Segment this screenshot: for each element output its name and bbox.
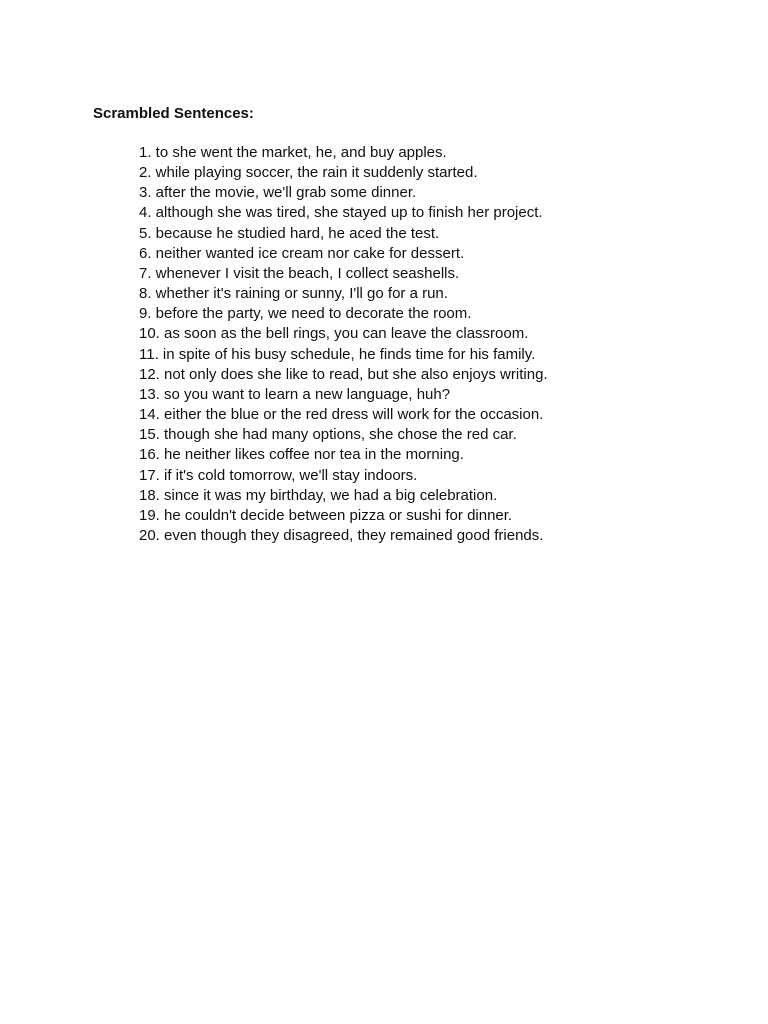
sentence-item-20: 20. even though they disagreed, they remained good friends. xyxy=(139,526,544,544)
sentence-item-8: 8. whether it's raining or sunny, I'll go for a run. xyxy=(139,285,448,303)
sentence-item-5: 5. because he studied hard, he aced the test. xyxy=(139,224,440,242)
sentence-item-18: 18. since it was my birthday, we had a big celebration. xyxy=(139,486,498,504)
sentence-item-7: 7. whenever I visit the beach, I collect seashells. xyxy=(139,264,460,282)
sentence-item-9: 9. before the party, we need to decorate the room. xyxy=(139,305,472,323)
document-heading: Scrambled Sentences: xyxy=(93,105,254,122)
sentence-item-15: 15. though she had many options, she chose the red car. xyxy=(139,426,517,444)
sentence-item-16: 16. he neither likes coffee nor tea in the morning. xyxy=(139,446,464,464)
sentence-list xyxy=(139,143,548,546)
sentence-item-12: 12. not only does she like to read, but she also enjoys writing. xyxy=(139,365,548,383)
sentence-item-11: 11. in spite of his busy schedule, he finds time for his family. xyxy=(139,345,536,363)
sentence-item-17: 17. if it's cold tomorrow, we'll stay indoors. xyxy=(139,466,418,484)
sentence-item-4: 4. although she was tired, she stayed up to finish her project. xyxy=(139,204,543,222)
sentence-item-1: 1. to she went the market, he, and buy apples. xyxy=(139,144,447,161)
sentence-item-13: 13. so you want to learn a new language, huh? xyxy=(139,385,451,403)
sentence-item-6: 6. neither wanted ice cream nor cake for dessert. xyxy=(139,244,465,262)
sentence-item-14: 14. either the blue or the red dress will work for the occasion. xyxy=(139,406,544,424)
sentence-item-19: 19. he couldn't decide between pizza or sushi for dinner. xyxy=(139,506,513,524)
sentence-item-2: 2. while playing soccer, the rain it suddenly started. xyxy=(139,164,478,182)
sentence-item-10: 10. as soon as the bell rings, you can leave the classroom. xyxy=(139,325,529,343)
sentence-item-3: 3. after the movie, we'll grab some dinner. xyxy=(139,184,417,202)
